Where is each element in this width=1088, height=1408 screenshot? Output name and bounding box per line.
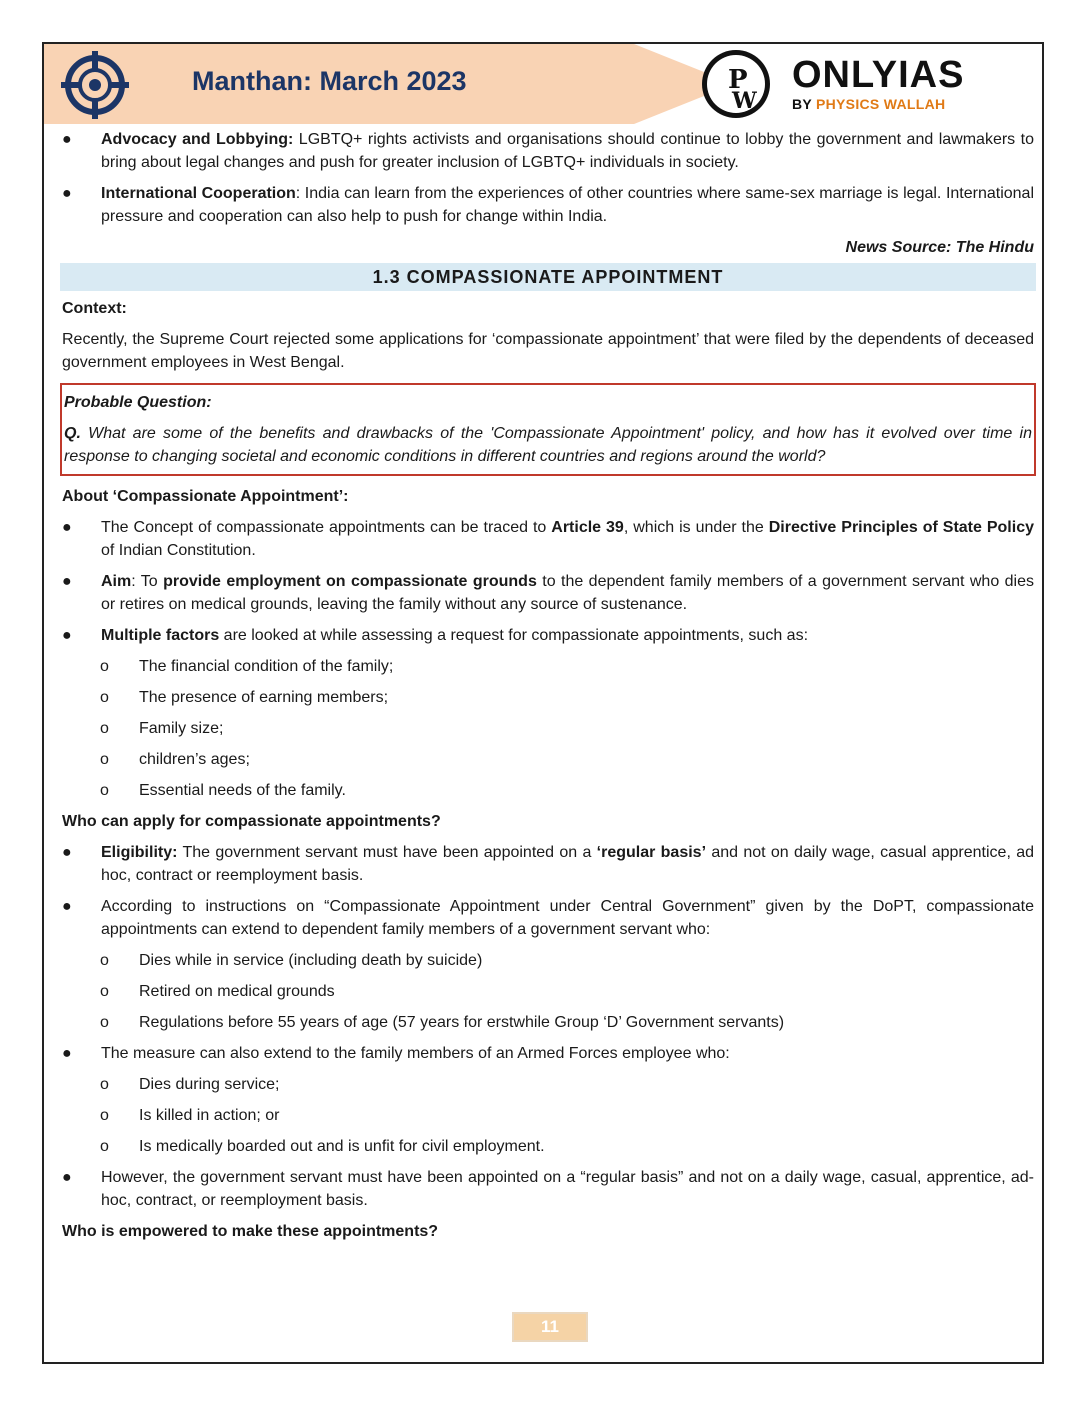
page-header: [44, 44, 1042, 124]
sub-bullet-icon: o: [100, 952, 109, 969]
sub-text: Dies while in service (including death by suicide): [139, 952, 483, 969]
list-item: [62, 841, 1034, 887]
sub-bullet-icon: o: [100, 689, 109, 706]
bullet-icon: ●: [62, 1045, 72, 1062]
context-label: Context:: [62, 300, 127, 317]
sub-text: Essential needs of the family.: [139, 782, 346, 799]
list-item: [62, 516, 1034, 562]
text-span: The Concept of compassionate appointments can be traced to: [101, 519, 552, 536]
page-number: 11: [512, 1312, 588, 1342]
bullet-icon: ●: [62, 898, 72, 915]
sub-text: Retired on medical grounds: [139, 983, 335, 1000]
bold-span: Multiple factors: [101, 627, 220, 644]
sub-text: Regulations before 55 years of age (57 years for erstwhile Group ‘D’ Government servants): [139, 1014, 785, 1031]
bullet-bold: International Cooperation: [101, 185, 296, 202]
sub-bullet-icon: o: [100, 782, 109, 799]
sub-bullet-icon: o: [100, 1014, 109, 1031]
bold-span: Eligibility:: [101, 844, 178, 861]
sub-text: Is medically boarded out and is unfit for civil employment.: [139, 1138, 545, 1155]
bold-span: Directive Principles of State Policy: [768, 519, 1034, 536]
text-span: : To: [131, 573, 164, 590]
bold-span: Aim: [101, 573, 132, 590]
who-empowered-label: Who is empowered to make these appointments?: [62, 1223, 439, 1240]
bullet-bold: Advocacy and Lobbying:: [101, 131, 294, 148]
list-item: [62, 128, 1034, 174]
bullet-icon: ●: [62, 573, 72, 590]
list-item: [62, 895, 1034, 941]
text-span: , which is under the: [623, 519, 769, 536]
list-item: [62, 1166, 1034, 1212]
sub-list-item: [62, 980, 1034, 1003]
brand-main: ONLYIAS: [792, 54, 965, 96]
sub-text: children’s ages;: [139, 751, 250, 768]
text-span: to the dependent family members of a government servant who dies or retires on medical grounds, leaving the family without any source of sustenance.: [101, 573, 1034, 613]
news-source: News Source: The Hindu: [845, 239, 1034, 256]
pw-logo-icon: [700, 48, 772, 120]
sub-list-item: [62, 1011, 1034, 1034]
bullet-icon: ●: [62, 1169, 72, 1186]
sub-bullet-icon: o: [100, 1107, 109, 1124]
probable-question-box: [60, 383, 1036, 476]
list-item: [62, 624, 1034, 647]
question-label: Probable Question:: [64, 394, 212, 411]
sub-bullet-icon: o: [100, 1138, 109, 1155]
question-text: [64, 422, 1032, 468]
sub-bullet-icon: o: [100, 983, 109, 1000]
svg-text:W: W: [732, 88, 757, 114]
target-icon: [60, 50, 130, 120]
sub-list-item: [62, 655, 1034, 678]
text-span: The measure can also extend to the family members of an Armed Forces employee who:: [101, 1045, 730, 1062]
svg-text:P: P: [728, 65, 748, 95]
header-title: Manthan: March 2023: [192, 66, 467, 96]
sub-list-item: [62, 1135, 1034, 1158]
bullet-text: LGBTQ+ rights activists and organisations should continue to lobby the government and lawmakers to bring about legal changes and push for greater inclusion of LGBTQ+ individuals in society.: [101, 131, 1035, 171]
brand-sub-prefix: BY: [792, 96, 816, 112]
sub-text: Family size;: [139, 720, 224, 737]
sub-list-item: [62, 717, 1034, 740]
bullet-icon: ●: [62, 185, 72, 202]
list-item: [62, 1042, 1034, 1065]
sub-bullet-icon: o: [100, 720, 109, 737]
text-span: The government servant must have been appointed on a: [177, 844, 597, 861]
text-span: According to instructions on “Compassionate Appointment under Central Government” given by the DoPT, compassionate appointments can extend to dependent family members of a government servant who:: [101, 898, 1034, 938]
sub-bullet-icon: o: [100, 658, 109, 675]
brand-sub: [792, 96, 964, 112]
sub-bullet-icon: o: [100, 751, 109, 768]
bullet-icon: ●: [62, 844, 72, 861]
sub-list-item: [62, 1073, 1034, 1096]
who-apply-label: Who can apply for compassionate appointments?: [62, 813, 441, 830]
section-heading: 1.3 COMPASSIONATE APPOINTMENT: [60, 263, 1036, 291]
sub-list-item: [62, 949, 1034, 972]
text-span: are looked at while assessing a request for compassionate appointments, such as:: [219, 627, 809, 644]
context-text: Recently, the Supreme Court rejected some applications for ‘compassionate appointment’ that were filed by the dependents of deceased government employees in West Bengal.: [62, 331, 1034, 371]
bullet-text: : India can learn from the experiences of other countries where same-sex marriage is legal. International pressure and cooperation can also help to push for change within India.: [101, 185, 1035, 225]
about-label: About ‘Compassionate Appointment’:: [62, 488, 349, 505]
sub-bullet-icon: o: [100, 1076, 109, 1093]
sub-text: The financial condition of the family;: [139, 658, 394, 675]
sub-text: The presence of earning members;: [139, 689, 389, 706]
brand-sub-highlight: PHYSICS WALLAH: [816, 96, 946, 112]
brand-logo: [792, 56, 964, 112]
bold-span: provide employment on compassionate grounds: [163, 573, 537, 590]
sub-list-item: [62, 686, 1034, 709]
sub-text: Is killed in action; or: [139, 1107, 280, 1124]
page-content: [62, 128, 1034, 1243]
question-body: What are some of the benefits and drawbacks of the 'Compassionate Appointment' policy, and how has it evolved over time in response to changing societal and economic conditions in different countries and regions around the world?: [64, 425, 1032, 465]
text-span: However, the government servant must have been appointed on a “regular basis” and not on a daily wage, casual, apprentice, ad-hoc, contract, or reemployment basis.: [101, 1169, 1034, 1209]
text-span: and not on daily wage, casual apprentice, ad hoc, contract or reemployment basis.: [101, 844, 1035, 884]
sub-list-item: [62, 779, 1034, 802]
question-prefix: Q.: [64, 425, 81, 442]
sub-text: Dies during service;: [139, 1076, 280, 1093]
sub-list-item: [62, 1104, 1034, 1127]
list-item: [62, 182, 1034, 228]
text-span: of Indian Constitution.: [101, 542, 256, 559]
list-item: [62, 570, 1034, 616]
bold-span: ‘regular basis’: [596, 844, 707, 861]
bold-span: Article 39: [551, 519, 624, 536]
sub-list-item: [62, 748, 1034, 771]
bullet-icon: ●: [62, 627, 72, 644]
bullet-icon: ●: [62, 519, 72, 536]
bullet-icon: ●: [62, 131, 72, 148]
